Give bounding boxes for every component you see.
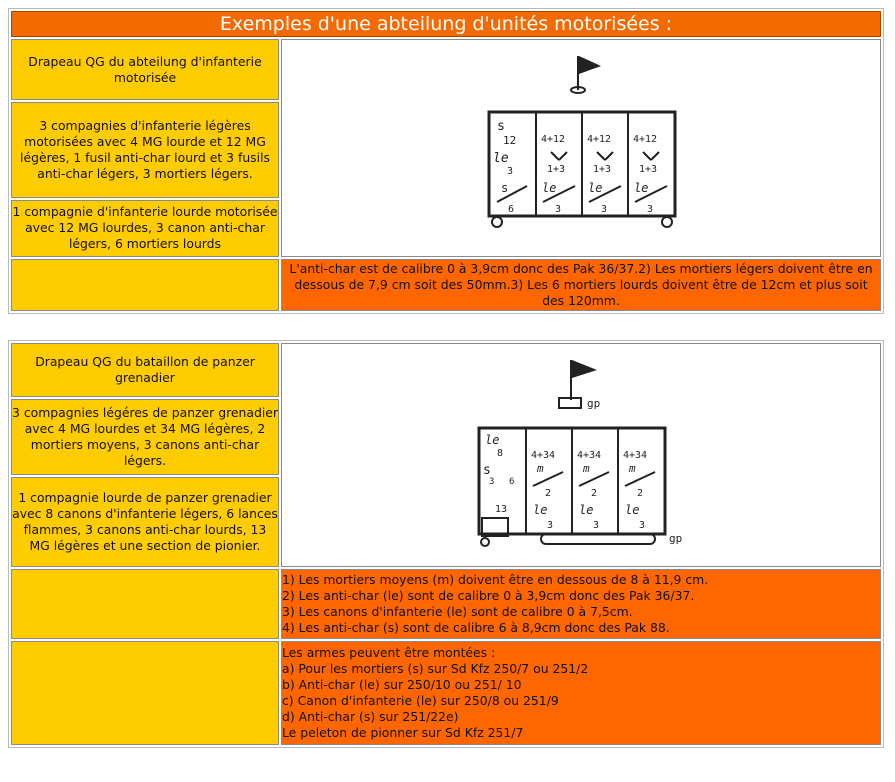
note-line: a) Pour les mortiers (s) sur Sd Kfz 250/7 ou 251/2 [282,661,589,676]
empty-cell [11,641,279,745]
note-line: 3) Les canons d'infanterie (le) sont de calibre 0 à 7,5cm. [282,604,633,619]
col1-8: 8 [497,448,504,459]
col3-2: 2 [591,488,598,499]
col3-m: m [583,462,590,475]
col1-6: 6 [508,204,515,215]
table-panzergrenadier [8,340,884,748]
note-line: b) Anti-char (le) sur 250/10 ou 251/ 10 [282,677,522,692]
col3-count: 4+34 [577,450,602,461]
col1-s: s [483,463,491,478]
unit-diagram-1 [281,39,881,257]
col2-le: le [533,503,548,517]
unit-diagram-2 [281,343,881,567]
col2-le: le [542,181,557,195]
heavy-company-text: 1 compagnie d'infanterie lourde motorisée avec 12 MG lourdes, 3 canon anti-char légers, 6 mortiers lourds [11,200,279,257]
col3-le: le [579,503,594,517]
col1-le: le [493,151,509,166]
col2-mortars: 1+3 [547,164,566,175]
col1-3: 3 [489,477,495,487]
col1-s2: s [501,181,509,195]
col4-le: le [634,181,649,195]
empty-cell [11,569,279,639]
note-line: d) Anti-char (s) sur 251/22e) [282,709,459,724]
col1-3: 3 [507,166,514,177]
mounting-notes [281,641,881,745]
hq-flag-label: Drapeau QG du bataillon de panzer grenadier [11,343,279,397]
col3-le: le [588,181,603,195]
note-line: 1) Les mortiers moyens (m) doivent être en dessous de 8 à 11,9 cm. [282,572,709,587]
col2-3: 3 [547,520,554,531]
col4-le: le [625,503,640,517]
col3-count: 4+12 [587,134,612,145]
col4-2: 2 [637,488,644,499]
flag-icon [572,360,597,378]
gp-label-bottom: gp [669,532,683,545]
col1-13: 13 [495,504,508,515]
col3-mortars: 1+3 [593,164,612,175]
col4-3: 3 [639,520,646,531]
col4-3: 3 [647,204,654,215]
note-line: Les armes peuvent être montées : [282,645,496,660]
org-chart-image [441,348,721,558]
col2-count: 4+12 [541,134,566,145]
col3-3: 3 [601,204,608,215]
org-chart-image [451,46,711,246]
hq-flag-label: Drapeau QG du abteilung d'infanterie motorisée [11,39,279,100]
note-line: c) Canon d'infanterie (le) sur 250/8 ou 251/9 [282,693,559,708]
col1-12: 12 [503,134,517,147]
col3-3: 3 [593,520,600,531]
col1-s: s [497,119,505,134]
col4-count: 4+34 [623,450,648,461]
note-line: 4) Les anti-char (s) sont de calibre 6 à 8,9cm donc des Pak 88. [282,620,670,635]
calibre-note: L'anti-char est de calibre 0 à 3,9cm donc des Pak 36/37.2) Les mortiers légers doivent être en dessous de 7,9 cm soit des 50mm.3) Les 6 mortiers lourds doivent être de 12cm et plus soit des 120mm. [281,259,881,311]
col2-2: 2 [545,488,552,499]
col4-count: 4+12 [633,134,658,145]
note-line: 2) Les anti-char (le) sont de calibre 0 à 3,9cm donc des Pak 36/37. [282,588,695,603]
heavy-company-text: 1 compagnie lourde de panzer grenadier avec 8 canons d'infanterie légers, 6 lances flammes, 3 canons anti-char lourds, 13 MG légères et une section de pionier. [11,477,279,567]
table-title: Exemples d'une abteilung d'unités motorisées : [11,11,881,37]
col2-count: 4+34 [531,450,556,461]
table-abteilung [8,8,884,314]
col4-m: m [629,462,636,475]
col1-6: 6 [509,477,515,487]
calibre-notes [281,569,881,639]
note-line: Le peleton de pionner sur Sd Kfz 251/7 [282,725,524,740]
gp-label-top: gp [587,397,601,410]
empty-cell [11,259,279,311]
light-companies-text: 3 compagnies légéres de panzer grenadier avec 4 MG lourdes et 34 MG légères, 2 mortiers moyens, 3 canons anti-char légers. [11,399,279,475]
col2-m: m [537,462,544,475]
col2-3: 3 [555,204,562,215]
col4-mortars: 1+3 [639,164,658,175]
col1-le: le [485,433,500,447]
light-companies-text: 3 compagnies d'infanterie légères motorisées avec 4 MG lourde et 12 MG légères, 1 fusil anti-char lourd et 3 fusils anti-char légers, 3 mortiers légers. [11,102,279,198]
flag-icon [579,56,601,74]
